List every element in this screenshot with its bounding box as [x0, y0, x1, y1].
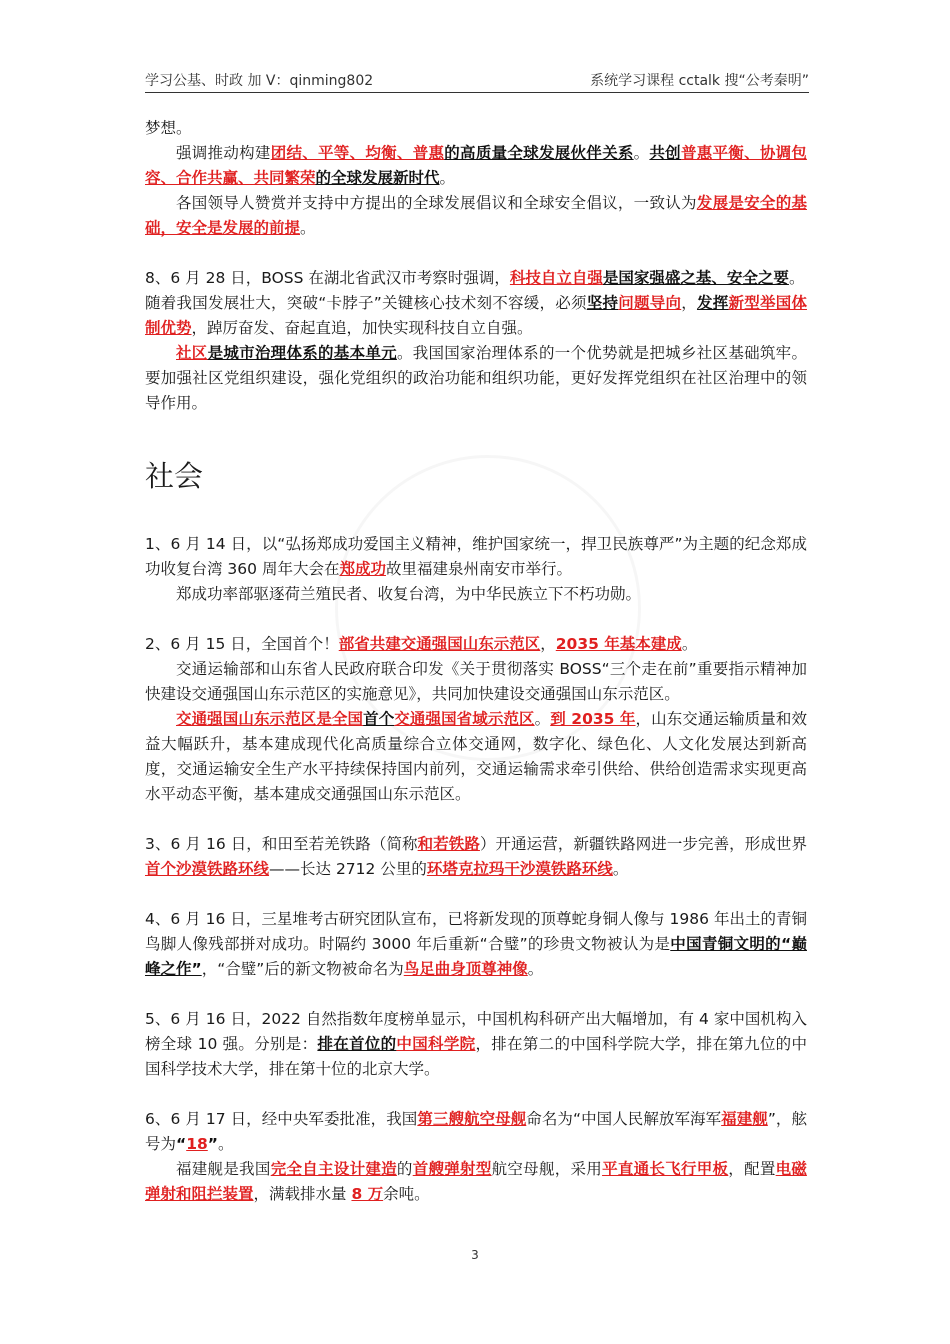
text-run: 1、6 月 14 日，以“弘扬郑成功爱国主义精神，维护国家统一，捍卫民族尊严”为主题的纪念郑成功收复台湾 360 周年大会在	[145, 535, 807, 578]
text-run: 。	[612, 860, 629, 878]
news-item-2	[145, 632, 807, 657]
emphasis-text: 的全球发展新时代	[315, 169, 440, 187]
paragraph	[145, 191, 807, 241]
news-item-3	[145, 832, 807, 882]
news-item-6	[145, 1107, 807, 1157]
text-run: ，山东交通运输质量和效益大幅跃升，基本建成现代化高质量综合立体交通网，数字化、绿色化、人文化发展达到新高度，交通运输安全生产水平持续保持国内前列，交通运输需求牵引供给、供给创造需求实现更高水平动态平衡，基本建成交通强国山东示范区。	[145, 710, 807, 803]
emphasis-text: 部省共建交通强国山东示范区	[338, 635, 541, 653]
paragraph	[145, 707, 807, 807]
text-run: 命名为“中国人民解放军海军	[526, 1110, 722, 1128]
text-run: 。	[633, 144, 650, 162]
text-run: ，排在第二的中国科学院大学，排在第九位的中国科学技术大学，排在第十位的北京大学。	[145, 1035, 807, 1078]
page-header	[145, 66, 809, 93]
section-heading: 社会	[145, 459, 204, 493]
emphasis-text: 8 万	[351, 1185, 384, 1203]
text-run: 强调推动构建	[176, 144, 271, 162]
emphasis-text: 18	[186, 1135, 208, 1153]
emphasis-text: 鸟足曲身顶尊神像	[403, 960, 528, 978]
paragraph	[145, 141, 807, 191]
emphasis-text: 共创	[649, 144, 681, 162]
text-run: ）开通运营，新疆铁路网进一步完善，形成世界	[479, 835, 807, 853]
emphasis-text: 福建舰	[721, 1110, 768, 1128]
text-run: 。	[681, 635, 698, 653]
emphasis-text: 首个	[363, 710, 395, 728]
emphasis-text: 科技自立自强	[509, 269, 603, 287]
emphasis-text: 团结、平等、均衡、普惠	[270, 144, 445, 162]
text-run: 。	[439, 169, 456, 187]
text-run: 。	[527, 960, 544, 978]
emphasis-text: 交通强国省域示范区	[394, 710, 535, 728]
text-run: 航空母舰，采用	[491, 1160, 603, 1178]
emphasis-text: 环塔克拉玛干沙漠铁路环线	[426, 860, 613, 878]
text-run: 。	[300, 219, 316, 237]
text-run: 3、6 月 16 日，和田至若羌铁路（简称	[145, 835, 418, 853]
paragraph	[145, 341, 807, 416]
emphasis-text: 首艘弹射型	[412, 1160, 492, 1178]
emphasis-text: “	[176, 1135, 187, 1153]
text-run: 6、6 月 17 日，经中央军委批准，我国	[145, 1110, 418, 1128]
emphasis-text: 平直通长飞行甲板	[602, 1160, 729, 1178]
text-run: 5、6 月 16 日，2022 自然指数年度榜单显示，中国机构科研产出大幅增加，有 4 家中国机构入榜全球 10 强。分别是：	[145, 1010, 807, 1053]
text-run: 各国领导人赞赏并支持中方提出的全球发展倡议和全球安全倡议，一致认为	[176, 194, 697, 212]
header-right-text: 系统学习课程 cctalk 搜“公考秦明”	[590, 73, 809, 89]
text-run: 。我国国家治理体系的一个优势就是把城乡社区基础筑牢。要加强社区党组织建设，强化党组织的政治功能和组织功能，更好发挥党组织在社区治理中的领导作用。	[145, 344, 807, 412]
emphasis-text: 的高质量全球发展伙伴关系	[444, 144, 634, 162]
text-run: ”，舷号为	[145, 1110, 807, 1153]
paragraph	[145, 1157, 807, 1207]
emphasis-text: 第三艘航空母舰	[417, 1110, 527, 1128]
emphasis-text: 发挥	[696, 294, 729, 312]
text-run: 的	[396, 1160, 413, 1178]
header-left-text: 学习公基、时政 加 V：qinming802	[145, 73, 374, 89]
emphasis-text: 到 2035 年	[550, 710, 636, 728]
news-item-5	[145, 1007, 807, 1082]
paragraph: 郑成功率部驱逐荷兰殖民者、收复台湾，为中华民族立下不朽功勋。	[176, 585, 642, 603]
emphasis-text: 问题导向	[618, 294, 682, 312]
emphasis-text: 发展是安全的基础，安全是发展的前提	[145, 194, 807, 237]
emphasis-text: 中国青铜文明的“巅峰之作”	[145, 935, 807, 978]
page-number: 3	[471, 1248, 479, 1262]
news-item-4	[145, 907, 807, 982]
news-item-1	[145, 532, 807, 582]
emphasis-text: 普惠平衡、协调包容、合作共赢、共同繁荣	[145, 144, 807, 187]
emphasis-text: 和若铁路	[417, 835, 480, 853]
text-run: 余吨。	[383, 1185, 430, 1203]
text-run: 2、6 月 15 日，全国首个！	[145, 635, 339, 653]
text-run: ——长达 2712 公里的	[269, 860, 427, 878]
text-run: 。	[217, 1135, 234, 1153]
text-run: 福建舰是我国	[176, 1160, 271, 1178]
paragraph: 梦想。	[145, 119, 192, 137]
text-run: 随着我国发展壮大，突破“卡脖子”关键核心技术刻不容缓，必须	[145, 294, 587, 312]
emphasis-text: 新型举国体制优势	[145, 294, 807, 337]
text-run: 8、6 月 28 日，BOSS 在湖北省武汉市考察时强调，	[145, 269, 510, 287]
text-run: 故里福建泉州南安市举行。	[385, 560, 572, 578]
emphasis-text: 中国科学院	[396, 1035, 476, 1053]
emphasis-text: 郑成功	[339, 560, 386, 578]
text-run: 。	[534, 710, 551, 728]
text-run: ，踔厉奋发、奋起直追，加快实现科技自立自强。	[191, 319, 533, 337]
emphasis-text: 是城市治理体系的基本单元	[207, 344, 397, 362]
emphasis-text: 电磁弹射和阻拦装置	[145, 1160, 807, 1203]
emphasis-text: 交通强国山东示范区是全国	[176, 710, 364, 728]
emphasis-text: 是国家强盛之基、安全之要	[602, 269, 789, 287]
emphasis-text: 社区	[176, 344, 208, 362]
text-run: ，满载排水量	[253, 1185, 352, 1203]
text-run: 。	[788, 269, 805, 287]
emphasis-text: 首个沙漠铁路环线	[145, 860, 270, 878]
emphasis-text: 2035 年基本建成	[555, 635, 682, 653]
document-body	[145, 116, 807, 1207]
paragraph	[145, 291, 807, 341]
text-run: ，配置	[728, 1160, 776, 1178]
paragraph: 交通运输部和山东省人民政府联合印发《关于贯彻落实 BOSS“三个走在前”重要指示精神加快建设交通强国山东示范区的实施意见》，共同加快建设交通强国山东示范区。	[145, 660, 807, 703]
text-run: ，	[681, 294, 697, 312]
emphasis-text: 坚持	[586, 294, 619, 312]
text-run: ，	[540, 635, 556, 653]
emphasis-text: 排在首位的	[317, 1035, 397, 1053]
text-run: 4、6 月 16 日，三星堆考古研究团队宣布，已将新发现的顶尊蛇身铜人像与 1986 年出土的青铜鸟脚人像残部拼对成功。时隔约 3000 年后重新“合璧”的珍贵文物被认为是	[145, 910, 807, 953]
text-run: ，“合璧”后的新文物被命名为	[201, 960, 404, 978]
news-item-8	[145, 266, 807, 291]
emphasis-text: 完全自主设计建造	[270, 1160, 397, 1178]
emphasis-text: ”	[207, 1135, 218, 1153]
